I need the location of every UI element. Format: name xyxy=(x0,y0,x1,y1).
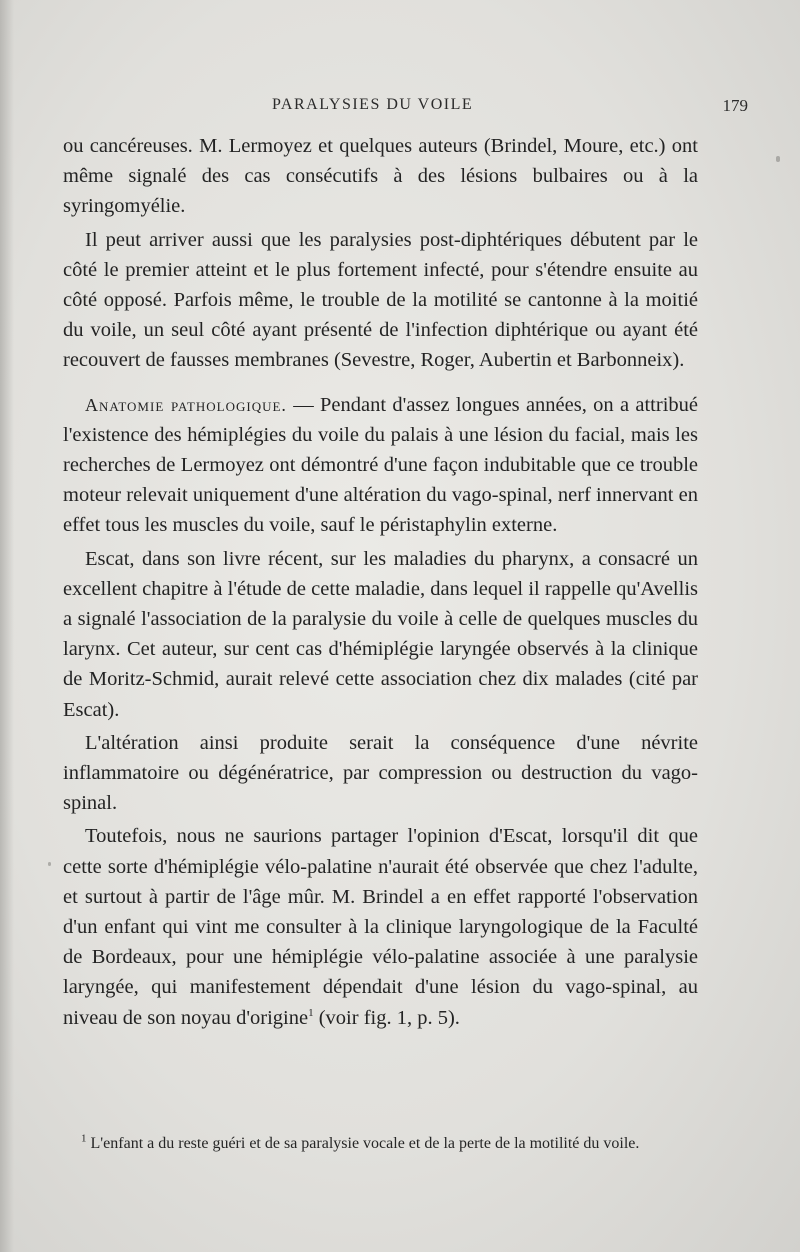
section-heading-inline: Anatomie pathologique. xyxy=(85,394,287,415)
paper-speck xyxy=(776,156,780,162)
paragraph-continuation: ou cancéreuses. M. Lermoyez et quelques auteurs (Brindel, Moure, etc.) ont même signalé des cas consécutifs à des lésions bulbaires ou à la syringomyélie. xyxy=(63,135,698,218)
footnote xyxy=(63,1134,699,1154)
paragraph-anatomie-pathologique xyxy=(63,390,698,541)
body-text xyxy=(63,131,698,1036)
page-gutter-shadow xyxy=(0,0,14,1252)
paper-speck xyxy=(48,862,51,866)
footnote-reference: 1 xyxy=(308,1006,314,1019)
footnote-mark: 1 xyxy=(81,1132,87,1145)
paragraph-diphtheria: Il peut arriver aussi que les paralysies post-diphtériques débutent par le côté le premier atteint et le plus fortement infecté, pour s'étendre ensuite au côté opposé. Parfois même, le trouble de la motilité se cantonne à la moitié du voile, un seul côté ayant présenté de l'infection diphtérique ou ayant été recouvert de fausses membranes (Sevestre, Roger, Aubertin et Barbonneix). xyxy=(63,228,698,372)
running-title: PARALYSIES DU VOILE xyxy=(272,96,474,113)
paragraph-toutefois-text: Toutefois, nous ne saurions partager l'opinion d'Escat, lorsqu'il dit que cette sorte d'hémiplégie vélo-palatine n'aurait été observée que chez l'adulte, et surtout à partir de l'âge mûr. M. Brindel a en effet rapporté l'observation d'un enfant qui vint me consulter à la clinique laryngologique de la Faculté de Bordeaux, pour une hémiplégie vélo-palatine associée à une paralysie laryngée, qui manifestement dépendait d'une lésion du vago-spinal, au niveau de son noyau d'origine xyxy=(63,825,698,1029)
page-number: 179 xyxy=(722,96,748,115)
paragraph-toutefois xyxy=(63,821,698,1032)
footnote-text: L'enfant a du reste guéri et de sa paralysie vocale et de la perte de la motilité du voile. xyxy=(86,1135,640,1152)
paragraph-alteration: L'altération ainsi produite serait la conséquence d'une névrite inflammatoire ou dégénératrice, par compression ou destruction du vago-spinal. xyxy=(63,731,698,815)
running-head xyxy=(0,96,800,120)
paragraph-anatomie-text: — Pendant d'assez longues années, on a attribué l'existence des hémiplégies du voile du palais à une lésion du facial, mais les recherches de Lermoyez ont démontré d'une façon indubitable que ce trouble moteur relevait uniquement d'une altération du vago-spinal, nerf innervant en effet tous les muscles du voile, sauf le péristaphylin externe. xyxy=(63,393,698,537)
paragraph-escat: Escat, dans son livre récent, sur les maladies du pharynx, a consacré un excellent chapitre à l'étude de cette maladie, dans lequel il rappelle qu'Avellis a signalé l'association de la paralysie du voile à celle de quelques muscles du larynx. Cet auteur, sur cent cas d'hémiplégie laryngée observés à la clinique de Moritz-Schmid, aurait relevé cette association chez dix malades (cité par Escat). xyxy=(63,547,698,721)
paragraph-toutefois-tail: (voir fig. 1, p. 5). xyxy=(313,1006,460,1029)
